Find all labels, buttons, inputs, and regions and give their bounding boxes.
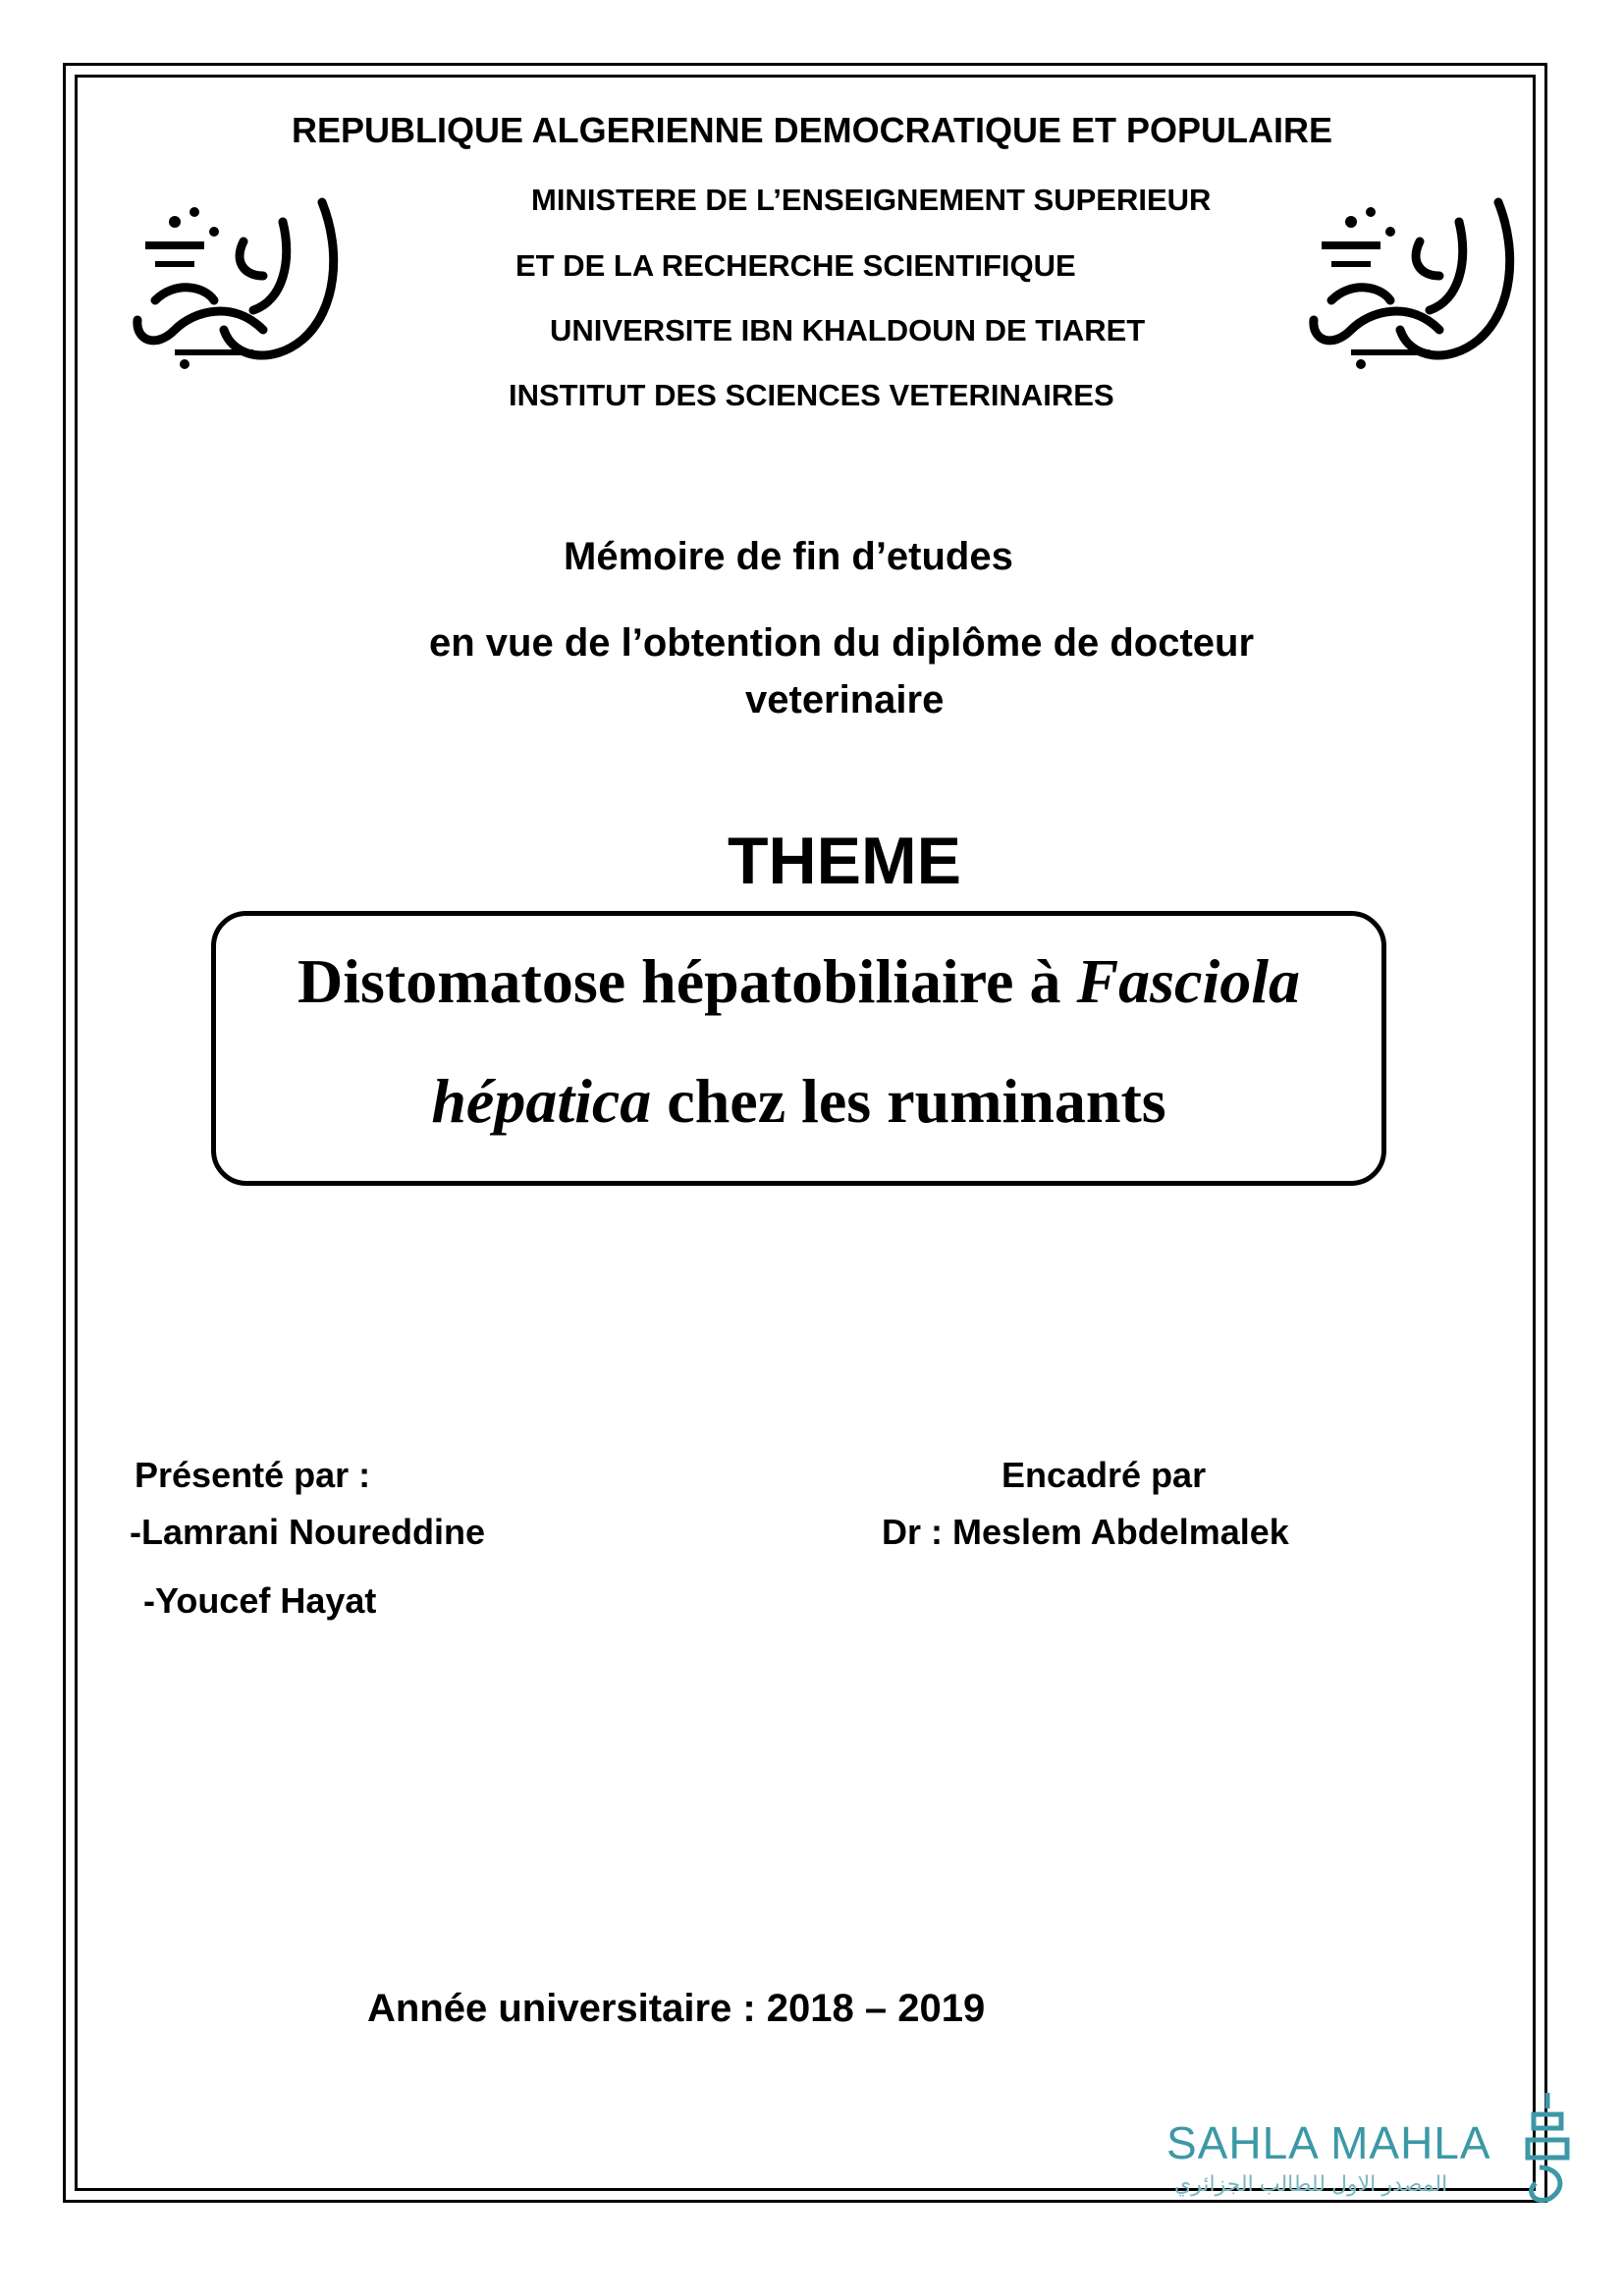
theme-title-text-end: chez les ruminants — [651, 1066, 1166, 1136]
presented-by-label: Présenté par : — [135, 1455, 371, 1495]
watermark-subtext: المصدر الاول للطالب الجزائري — [1174, 2171, 1448, 2196]
theme-title-text: Distomatose hépatobiliaire à — [298, 946, 1077, 1016]
memoire-subtitle-line2: veterinaire — [745, 678, 945, 721]
presenter-name-2: -Youcef Hayat — [143, 1580, 377, 1621]
header-university: UNIVERSITE IBN KHALDOUN DE TIARET — [550, 313, 1146, 347]
memoire-subtitle-line1: en vue de l’obtention du diplôme de docteur — [429, 621, 1255, 665]
university-logo-right — [1292, 183, 1520, 373]
theme-species: hépatica — [431, 1066, 652, 1136]
university-logo-left — [116, 183, 344, 373]
header-institute: INSTITUT DES SCIENCES VETERINAIRES — [509, 378, 1114, 412]
watermark-logo-icon — [1520, 2089, 1575, 2207]
header-research: ET DE LA RECHERCHE SCIENTIFIQUE — [515, 248, 1076, 283]
theme-title-line1 — [216, 945, 1381, 1018]
memoire-title: Mémoire de fin d’etudes — [564, 535, 1013, 578]
presenter-name-1: -Lamrani Noureddine — [130, 1512, 486, 1552]
header-ministry: MINISTERE DE L’ENSEIGNEMENT SUPERIEUR — [531, 183, 1212, 217]
watermark-text: SAHLA MAHLA — [1166, 2117, 1491, 2168]
sahla-mahla-watermark — [1166, 2089, 1579, 2207]
header-republic: REPUBLIQUE ALGERIENNE DEMOCRATIQUE ET POPULAIRE — [291, 110, 1333, 150]
theme-genus: Fasciola — [1076, 946, 1300, 1016]
supervised-by-label: Encadré par — [1001, 1455, 1207, 1495]
theme-title-line2 — [216, 1065, 1381, 1138]
theme-label: THEME — [728, 824, 961, 898]
academic-year: Année universitaire : 2018 – 2019 — [367, 1987, 986, 2030]
theme-title-box — [211, 911, 1386, 1186]
supervisor-name: Dr : Meslem Abdelmalek — [882, 1512, 1289, 1552]
